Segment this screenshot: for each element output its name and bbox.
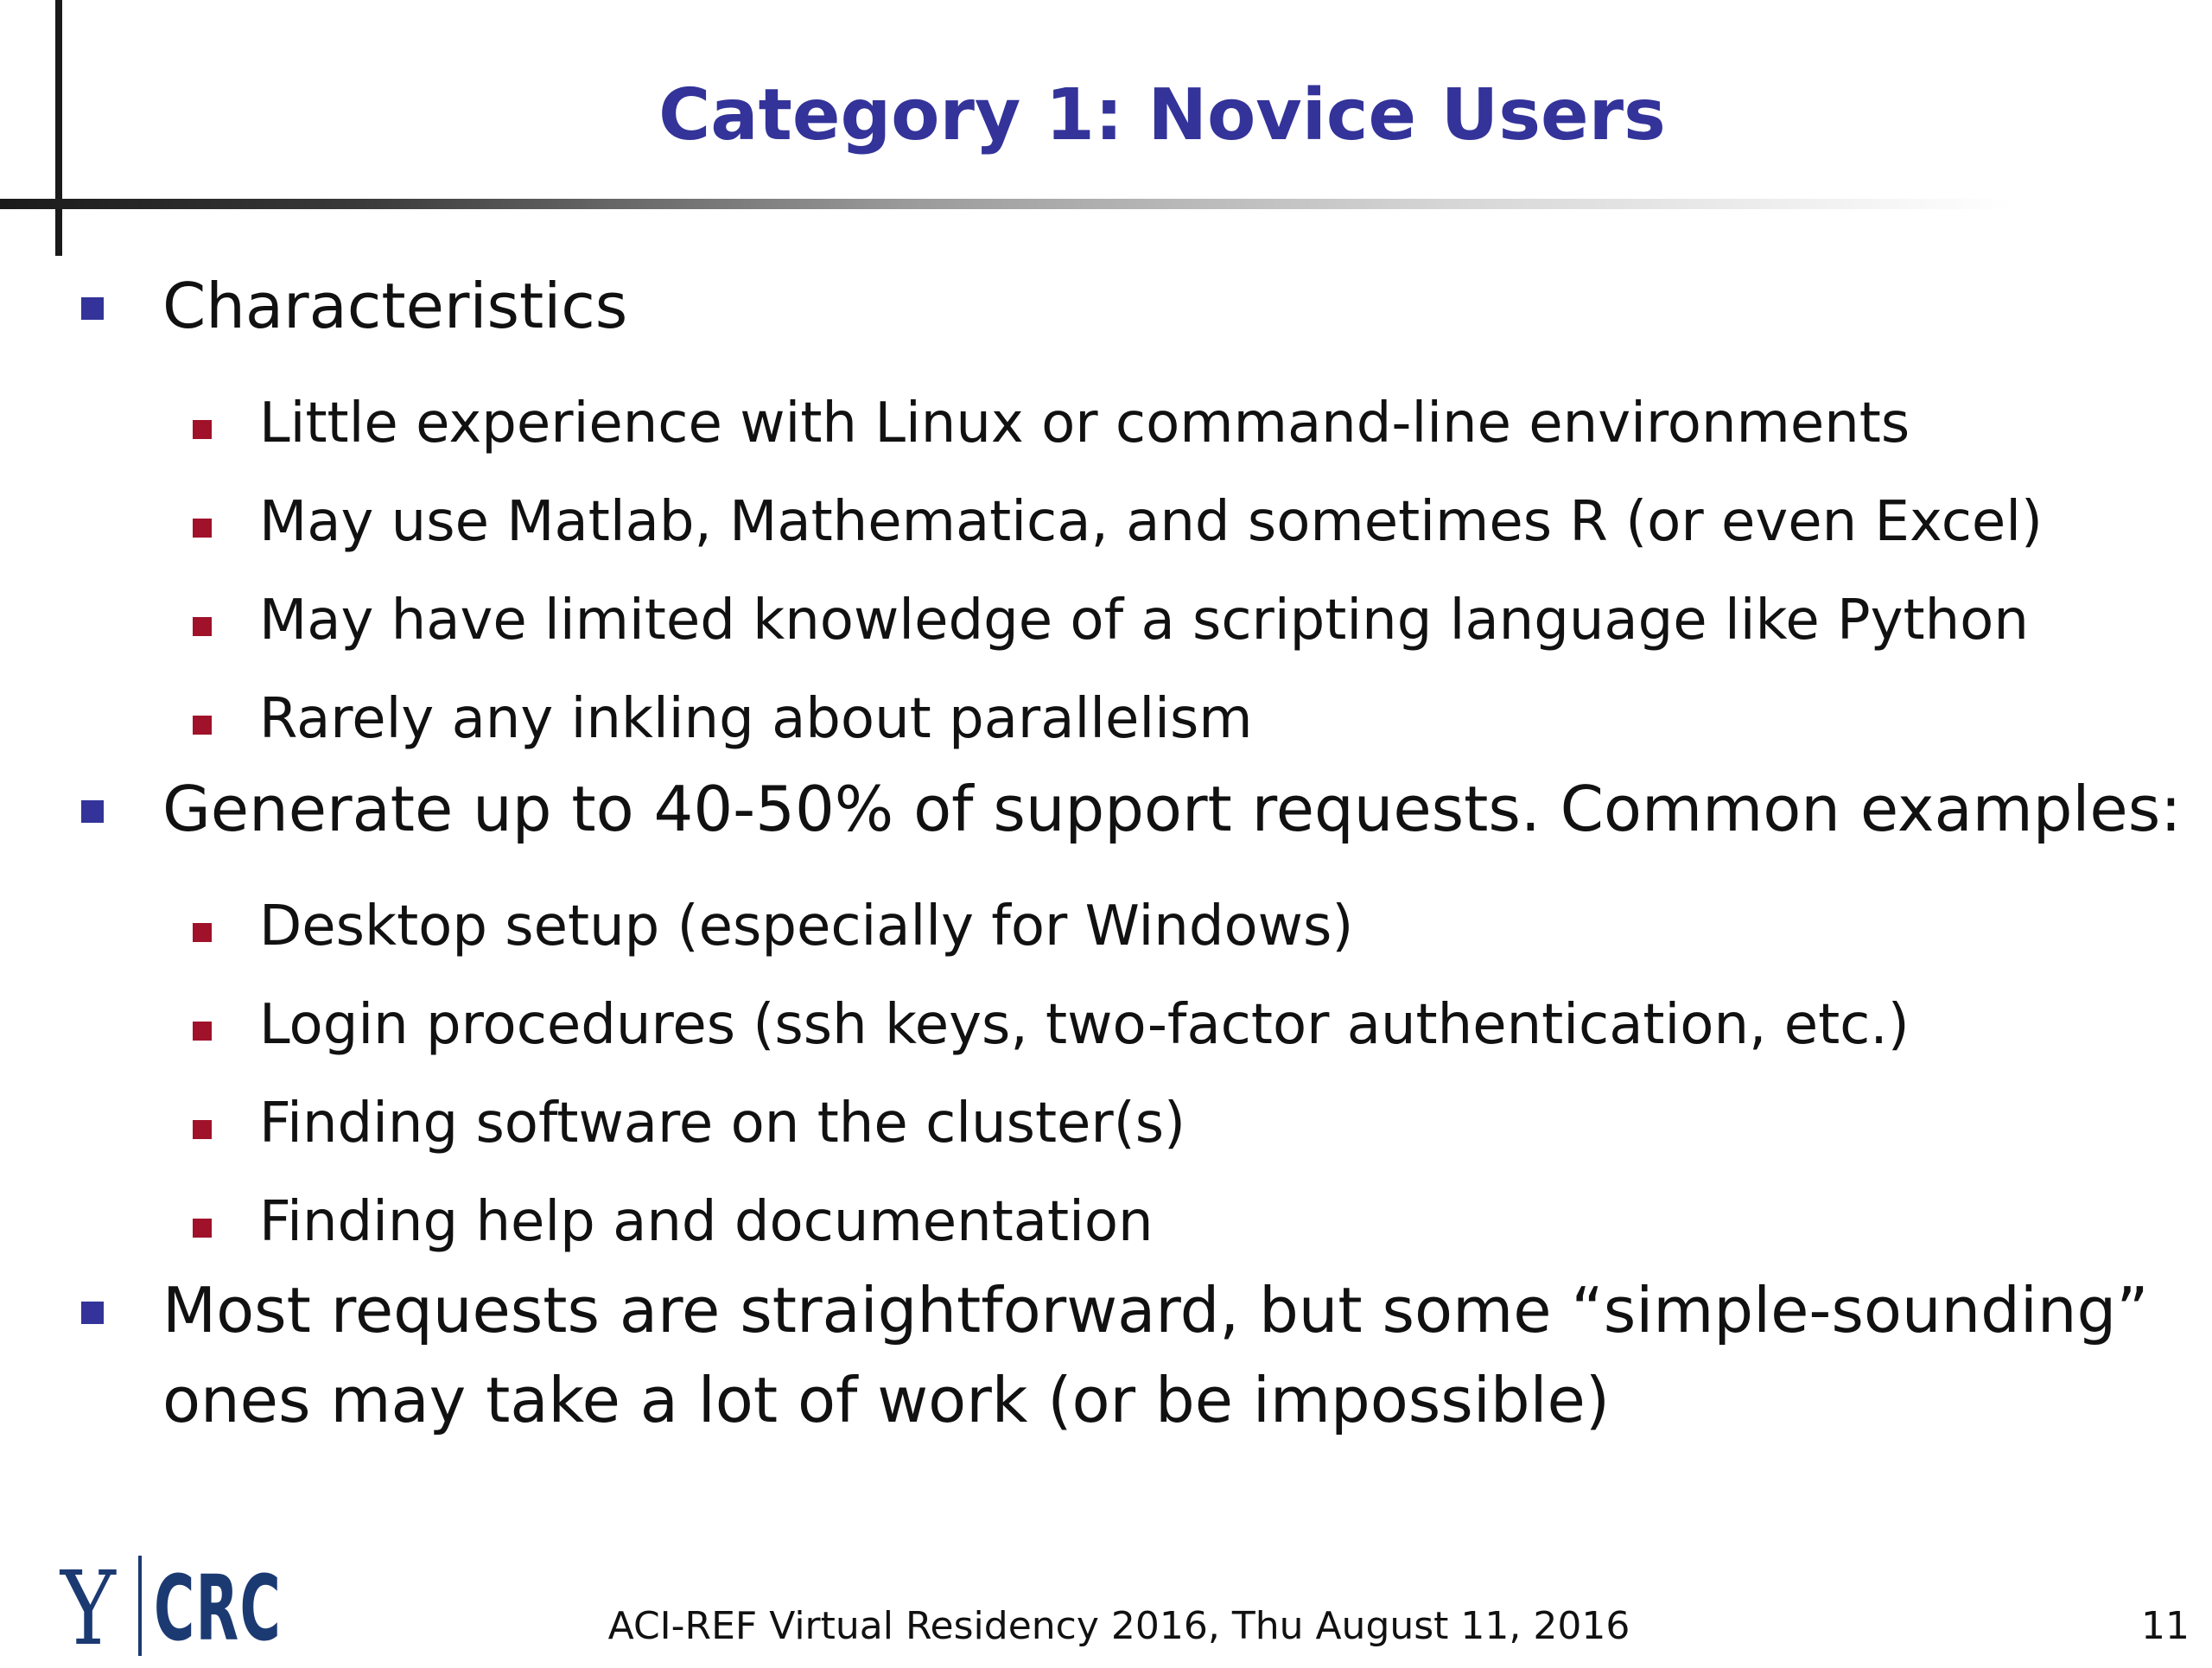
small-square-bullet-icon [193, 716, 212, 735]
sub-bullet-item [259, 579, 2029, 662]
bullet-text: Login procedures (ssh keys, two-factor authentication, etc.) [259, 993, 1910, 1057]
footer-text: ACI-REF Virtual Residency 2016, Thu August 11, 2016 [607, 1604, 1630, 1648]
logo-y: Y [60, 1549, 116, 1668]
bullet-item [162, 261, 627, 351]
sub-bullet-item [259, 481, 2043, 563]
logo-crc: CRC [154, 1556, 283, 1661]
square-bullet-icon [81, 800, 104, 823]
bullet-item [162, 1265, 2149, 1355]
small-square-bullet-icon [193, 1120, 212, 1139]
title-underline [0, 199, 2013, 209]
bullet-text: May use Matlab, Mathematica, and sometimes R (or even Excel) [259, 490, 2043, 554]
small-square-bullet-icon [193, 617, 212, 636]
bullet-text: Rarely any inkling about parallelism [259, 687, 1253, 751]
bullet-text: Generate up to 40-50% of support requests. Common examples: [162, 773, 2182, 845]
bullet-text: Desktop setup (especially for Windows) [259, 894, 1354, 958]
bullet-text: Little experience with Linux or command-line environments [259, 392, 1910, 455]
small-square-bullet-icon [193, 1219, 212, 1238]
page-number: 11 [2141, 1604, 2190, 1648]
bullet-text: Characteristics [162, 270, 628, 342]
small-square-bullet-icon [193, 519, 212, 538]
sub-bullet-item [259, 885, 1353, 968]
small-square-bullet-icon [193, 923, 212, 942]
sub-bullet-item [259, 984, 1910, 1066]
bullet-text: ones may take a lot of work (or be impossible) [162, 1364, 1610, 1436]
square-bullet-icon [81, 1302, 104, 1324]
bullet-item [162, 1355, 1610, 1445]
bullet-text: Finding help and documentation [259, 1190, 1154, 1254]
square-bullet-icon [81, 297, 104, 320]
sub-bullet-item [259, 382, 1910, 465]
bullet-text: May have limited knowledge of a scripting language like Python [259, 589, 2029, 653]
bullet-text: Finding software on the cluster(s) [259, 1092, 1185, 1156]
bullet-text: Most requests are straightforward, but some “simple-sounding” [162, 1274, 2149, 1346]
small-square-bullet-icon [193, 420, 212, 439]
sub-bullet-item [259, 1082, 1185, 1165]
sub-bullet-item [259, 1181, 1154, 1264]
bullet-item [162, 764, 2181, 854]
small-square-bullet-icon [193, 1022, 212, 1041]
slide-title: Category 1: Novice Users [658, 74, 1666, 156]
sub-bullet-item [259, 678, 1253, 761]
